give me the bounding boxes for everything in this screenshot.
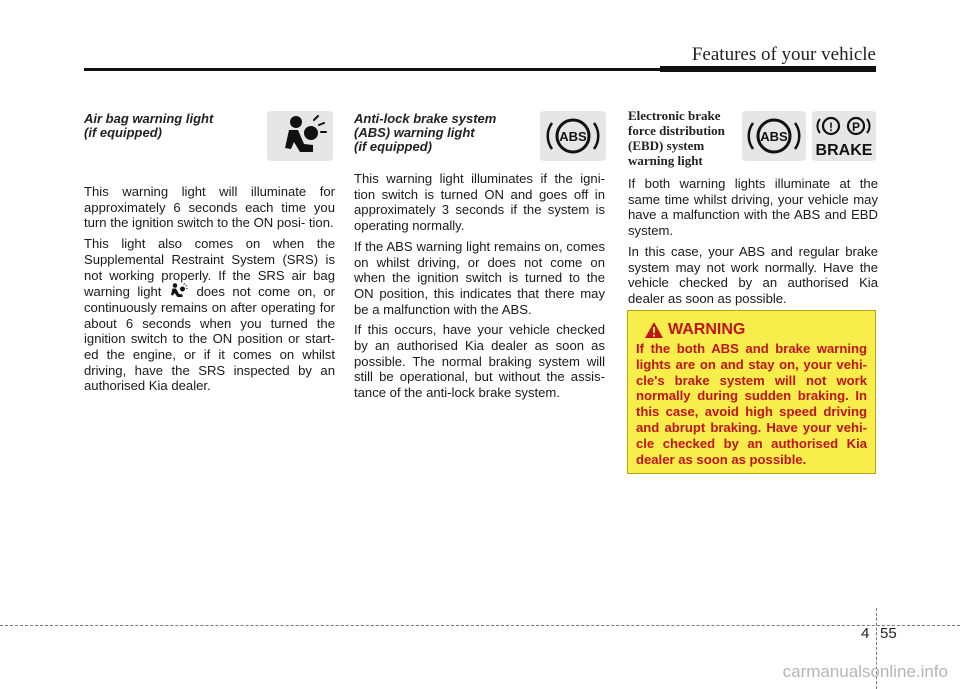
airbag-paragraph-2a: This light also comes on when the Supplemental Restraint System (SRS) is not working properly. If the SRS air bag warning light bbox=[84, 236, 335, 300]
abs-icon-box bbox=[540, 111, 606, 161]
warning-text: If the both ABS and brake warning lights are on and stay on, your vehi- cle's brake system will not work normally during sudden braking. In this case, avoid high speed driving and abrupt braking. Have your vehi- cle checked by an authorised Kia dealer as soon as possible. bbox=[636, 341, 867, 467]
watermark: carmanualsonline.info bbox=[782, 662, 948, 681]
brake-icon-text: BRAKE bbox=[815, 142, 873, 159]
ebd-title-line3: (EBD) system bbox=[628, 138, 705, 153]
abs-paragraph-1: This warning light illuminates if the igni- tion switch is turned ON and goes off in approximately 3 seconds if the system is operating normally. bbox=[354, 171, 605, 234]
ebd-paragraph-2: In this case, your ABS and regular brake system may not work normally. Have the vehicle checked by an authorised Kia dealer as soon as possible. bbox=[628, 243, 878, 306]
brake-warning-icon bbox=[812, 111, 876, 161]
airbag-icon-box bbox=[267, 111, 333, 161]
airbag-title-line2: (if equipped) bbox=[84, 125, 162, 140]
abs-title-line3: (if equipped) bbox=[354, 139, 432, 154]
airbag-paragraph-1: This warning light will illuminate for approximately 6 seconds each time you turn the ignition switch to the ON posi- tion. bbox=[84, 184, 335, 231]
ebd-brake-icon-box bbox=[812, 111, 876, 161]
airbag-paragraph-2b: does not come on, or continuously remains on after operating for about 6 seconds when you turned the ignition switch to the ON position or start- ed the engine, or if it comes on whilst driving, have the SRS inspected by an authorised Kia dealer. bbox=[84, 284, 336, 394]
chapter-number: 4 bbox=[861, 625, 870, 642]
airbag-paragraph-2 bbox=[84, 236, 335, 394]
abs-title-line2: (ABS) warning light bbox=[354, 125, 475, 140]
abs-paragraph-3: If this occurs, have your vehicle checked by an authorised Kia dealer as soon as possible. The normal braking system will still be operational, but without the assis- tance of the anti-lock brake system. bbox=[354, 322, 605, 401]
warning-header bbox=[644, 321, 867, 339]
abs-warning-icon bbox=[742, 111, 806, 161]
abs-icon-text: ABS bbox=[559, 129, 587, 144]
header-rule-accent bbox=[660, 66, 876, 72]
ebd-title-line1: Electronic brake bbox=[628, 108, 721, 123]
airbag-warning-icon bbox=[169, 283, 189, 299]
warning-box bbox=[627, 310, 876, 474]
airbag-section-title bbox=[84, 112, 244, 140]
abs-title-line1: Anti-lock brake system bbox=[354, 111, 497, 126]
airbag-warning-icon bbox=[267, 111, 333, 161]
abs-warning-icon bbox=[540, 111, 606, 161]
header-title: Features of your vehicle bbox=[691, 44, 876, 65]
warning-label: WARNING bbox=[668, 321, 746, 338]
ebd-title-line4: warning light bbox=[628, 153, 703, 168]
brake-icon-bang: ! bbox=[829, 120, 833, 134]
ebd-abs-icon-text: ABS bbox=[760, 129, 788, 144]
brake-icon-p: P bbox=[851, 120, 861, 134]
abs-paragraph-2: If the ABS warning light remains on, comes on whilst driving, or does not come on when the ignition switch is turned to the ON position, this indicates that there may be a malfunction with the ABS. bbox=[354, 238, 605, 317]
ebd-title-line2: force distribution bbox=[628, 123, 725, 138]
abs-section-title bbox=[354, 112, 524, 154]
ebd-paragraph-1: If both warning lights illuminate at the same time whilst driving, your vehicle may have a malfunction with the ABS and EBD system. bbox=[628, 176, 878, 239]
ebd-abs-icon-box bbox=[742, 111, 806, 161]
warning-triangle-icon bbox=[644, 321, 664, 339]
page-number: 55 bbox=[880, 625, 897, 642]
airbag-title-line1: Air bag warning light bbox=[84, 111, 214, 126]
footer-rule bbox=[0, 625, 960, 626]
